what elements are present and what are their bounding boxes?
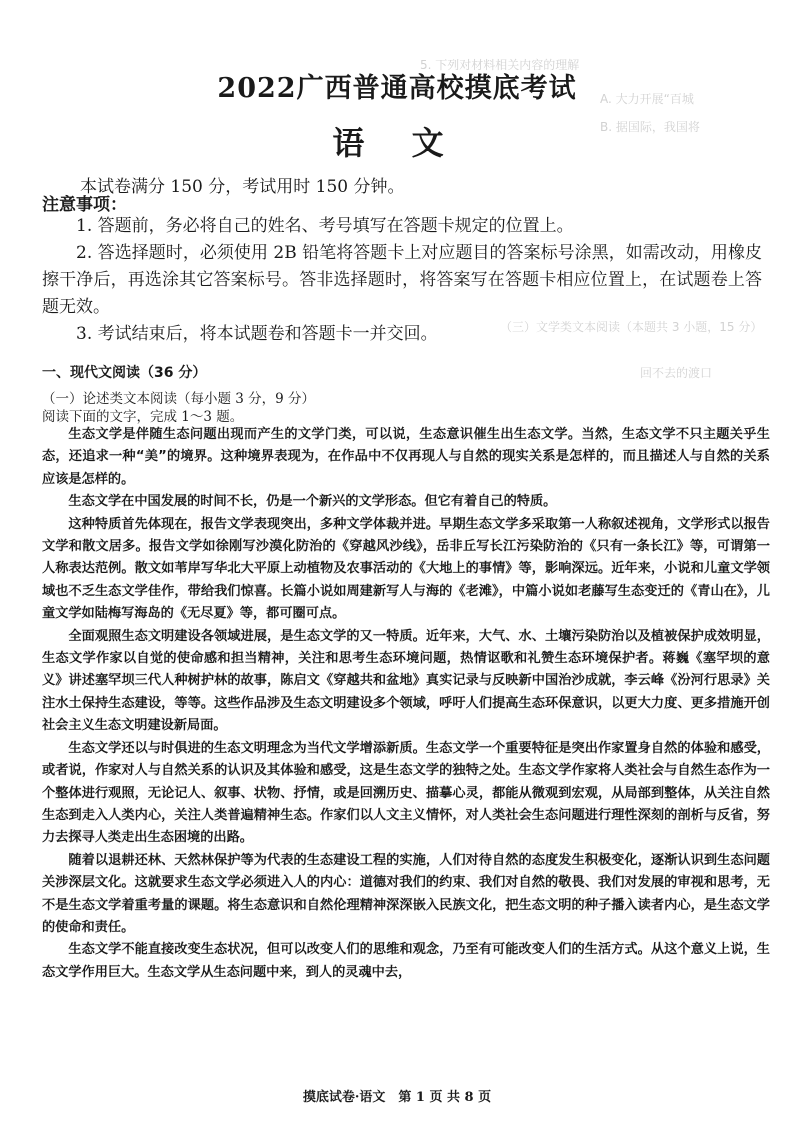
notes-heading: 注意事项： <box>42 195 127 215</box>
exam-intro: 本试卷满分 150 分，考试用时 150 分钟。 <box>80 177 405 197</box>
reading-passage <box>42 424 770 984</box>
passage-paragraph: 随着以退耕还林、天然林保护等为代表的生态建设工程的实施，人们对待自然的态度发生积极变化，逐渐认识到生态问题关涉深层文化。这就要求生态文学必须进入人的内心：道德对我们的约束、我们对自然的敬畏、我们对发展的审视和思考，无不是生态文学着重考量的课题。将生态意识和自然伦理精神深深嵌入民族文化，把生态文明的种子播入读者内心，是生态文学的使命和责任。 <box>42 852 770 935</box>
bleed-through-text: 回不去的渡口 <box>640 366 713 380</box>
passage-paragraph: 生态文学在中国发展的时间不长，仍是一个新兴的文学形态。但它有着自己的特质。 <box>68 494 557 510</box>
exam-title: 2022广西普通高校摸底考试 <box>217 73 577 104</box>
page-footer: 摸底试卷·语文 第 1 页 共 8 页 <box>302 1090 492 1105</box>
passage-paragraph: 这种特质首先体现在，报告文学表现突出，多种文学体裁并进。早期生态文学多采取第一人称叙述视角，文学形式以报告文学和散文居多。报告文学如徐刚写沙漠化防治的《穿越风沙线》，岳非丘写长江污染防治的《只有一条长江》等，可谓第一人称表达范例。散文如苇岸写华北大平原上动植物及农事活动的《大地上的事情》等，影响深远。近年来，小说和儿童文学领域也不乏生态文学佳作，带给我们惊喜。长篇小说如周建新写人与海的《老滩》，中篇小说如老藤写生态变迁的《青山在》，儿童文学如陆梅写海岛的《无尽夏》等，都可圈可点。 <box>42 516 770 622</box>
passage-paragraph: 生态文学是伴随生态问题出现而产生的文学门类，可以说，生态意识催生出生态文学。当然，生态文学不只主题关乎生态，还追求一种“美”的境界。这种境界表现为，在作品中不仅再现人与自然的现实关系是怎样的，而且描述人与自然的关系应该是怎样的。 <box>42 427 770 487</box>
note-item: 1. 答题前，务必将自己的姓名、考号填写在答题卡规定的位置上。 <box>76 216 574 236</box>
note-item: 3. 考试结束后，将本试题卷和答题卡一并交回。 <box>76 324 438 344</box>
notes-list <box>42 213 762 348</box>
subject-title: 语 文 <box>332 124 462 162</box>
passage-paragraph: 全面观照生态文明建设各领域进展，是生态文学的又一特质。近年来，大气、水、土壤污染防治以及植被保护成效明显，生态文学作家以自觉的使命感和担当精神，关注和思考生态环境问题，热情讴歌和礼赞生态环境保护者。蒋巍《塞罕坝的意义》讲述塞罕坝三代人种树护林的故事，陈启文《穿越共和盆地》真实记录与反映新中国治沙成就，李云峰《汾河行思录》关注水土保持生态建设，等等。这些作品涉及生态文明建设多个领域，呼吁人们提高生态环保意识，以更大力度、更多措施开创社会主义生态文明建设新局面。 <box>42 628 770 734</box>
bleed-through-text: （三）文学类文本阅读（本题共 3 小题，15 分） <box>500 320 763 334</box>
bleed-through-text: 5. 下列对材料相关内容的理解 <box>420 58 580 72</box>
passage-paragraph: 生态文学不能直接改变生态状况，但可以改变人们的思维和观念，乃至有可能改变人们的生活方式。从这个意义上说，生态文学作用巨大。生态文学从生态问题中来，到人的灵魂中去， <box>42 942 770 980</box>
note-item: 2. 答选择题时，必须使用 2B 铅笔将答题卡上对应题目的答案标号涂黑，如需改动，用橡皮擦干净后，再选涂其它答案标号。答非选择题时，将答案写在答题卡相应位置上，在试题卷上答题无效。 <box>42 243 762 317</box>
bleed-through-text: A. 大力开展“百城 <box>600 92 694 106</box>
bleed-through-text: B. 据国际，我国将 <box>600 120 700 134</box>
subsection-heading: （一）论述类文本阅读（每小题 3 分，9 分） <box>42 391 316 407</box>
passage-paragraph: 生态文学还以与时俱进的生态文明理念为当代文学增添新质。生态文学一个重要特征是突出作家置身自然的体验和感受，或者说，作家对人与自然关系的认识及其体验和感受，这是生态文学的独特之处。生态文学作家将人类社会与自然生态作为一个整体进行观照，无论记人、叙事、状物、抒情，或是回溯历史、描摹心灵，都能从微观到宏观，从局部到整体，从关注自然生态到走入人类内心，关注人类普遍精神生态。作家们以人文主义情怀，对人类社会生态问题进行理性深刻的剖析与反省，努力去探寻人类走出生态困境的出路。 <box>42 740 770 846</box>
reading-instruction: 阅读下面的文字，完成 1～3 题。 <box>42 409 244 425</box>
section-heading: 一、现代文阅读（36 分） <box>42 365 207 381</box>
